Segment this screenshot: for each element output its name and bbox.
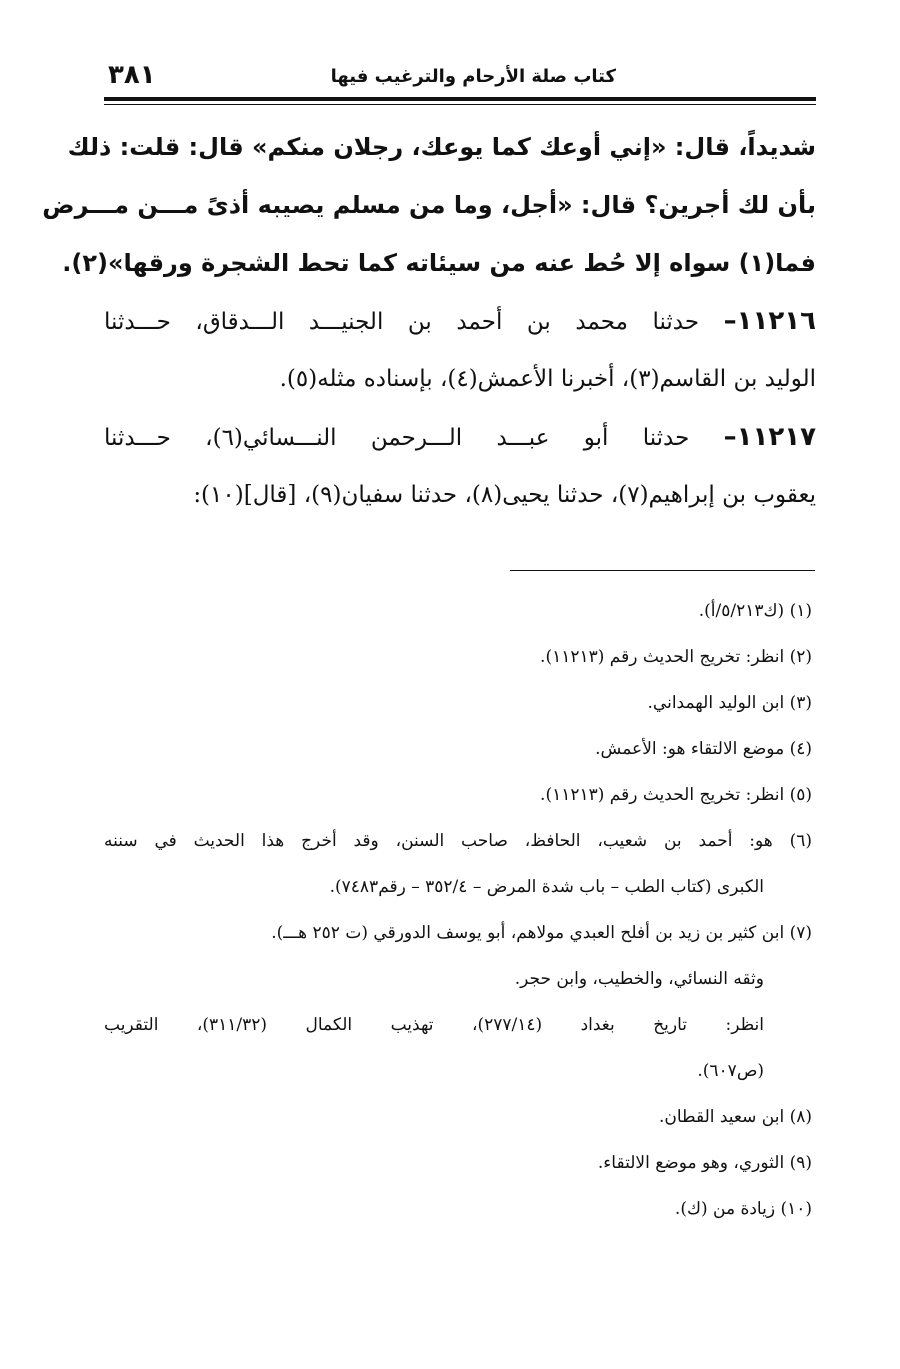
text-line: شديداً، قال: «إني أوعك كما يوعك، رجلان منكم» قال: قلت: ذلك	[67, 133, 816, 161]
footnote: (٧) ابن كثير بن زيد بن أفلح العبدي مولاهم، أبو يوسف الدورقي (ت ٢٥٢ هـــ).	[271, 923, 812, 943]
header-rule-thick	[104, 97, 816, 101]
footnote-continuation: (ص٦٠٧).	[697, 1061, 764, 1081]
hadith-11217-line-2: يعقوب بن إبراهيم(٧)، حدثنا يحيى(٨)، حدثنا سفيان(٩)، [قال](١٠):	[193, 482, 816, 508]
footnote-continuation: انظر: تاريخ بغداد (٢٧٧/١٤)، تهذيب الكمال (٣١١/٣٢)، التقريب	[104, 1015, 764, 1035]
footnote: (٢) انظر: تخريج الحديث رقم (١١٢١٣).	[540, 647, 812, 667]
header-rule-thin	[104, 104, 816, 105]
footnote: (٥) انظر: تخريج الحديث رقم (١١٢١٣).	[540, 785, 812, 805]
footnote: (١٠) زيادة من (ك).	[674, 1199, 812, 1219]
text-line: بأن لك أجرين؟ قال: «أجل، وما من مسلم يصيبه أذىً مـــن مـــرض	[42, 191, 816, 219]
hadith-11216-line-2: الوليد بن القاسم(٣)، أخبرنا الأعمش(٤)، بإسناده مثله(٥).	[279, 366, 816, 392]
page-header	[104, 58, 816, 98]
footnote: (١) (ك٥/٢١٣/أ).	[698, 601, 812, 621]
page-number: ٣٨١	[108, 60, 156, 90]
running-title: كتاب صلة الأرحام والترغيب فيها	[330, 66, 616, 87]
text-line: فما(١) سواه إلا حُط عنه من سيئاته كما تحط الشجرة ورقها»(٢).	[62, 249, 816, 277]
hadith-text: حدثنا أبو عبـــد الـــرحمن النـــسائي(٦)، حـــدثنا	[104, 425, 690, 451]
footnote: (٤) موضع الالتقاء هو: الأعمش.	[595, 739, 812, 759]
hadith-11217-line-1	[104, 408, 816, 466]
footnote: (٦) هو: أحمد بن شعيب، الحافظ، صاحب السنن، وقد أخرج هذا الحديث في سننه	[104, 831, 812, 851]
main-text	[42, 118, 817, 524]
hadith-11216-line-1	[104, 292, 816, 350]
hadith-number: ١١٢١٧–	[723, 422, 817, 452]
footnote-continuation: الكبرى (كتاب الطب – باب شدة المرض – ٣٥٢/٤ – رقم٧٤٨٣).	[329, 877, 764, 897]
footnote: (٩) الثوري، وهو موضع الالتقاء.	[597, 1153, 812, 1173]
footnote-continuation: وثقه النسائي، والخطيب، وابن حجر.	[514, 969, 764, 989]
footnote-separator	[510, 570, 815, 571]
hadith-number: ١١٢١٦–	[723, 306, 817, 336]
footnote: (٨) ابن سعيد القطان.	[658, 1107, 812, 1127]
footnotes	[104, 588, 812, 1232]
footnote: (٣) ابن الوليد الهمداني.	[647, 693, 812, 713]
hadith-text: حدثنا محمد بن أحمد بن الجنيـــد الـــدقاق، حـــدثنا	[104, 309, 700, 335]
